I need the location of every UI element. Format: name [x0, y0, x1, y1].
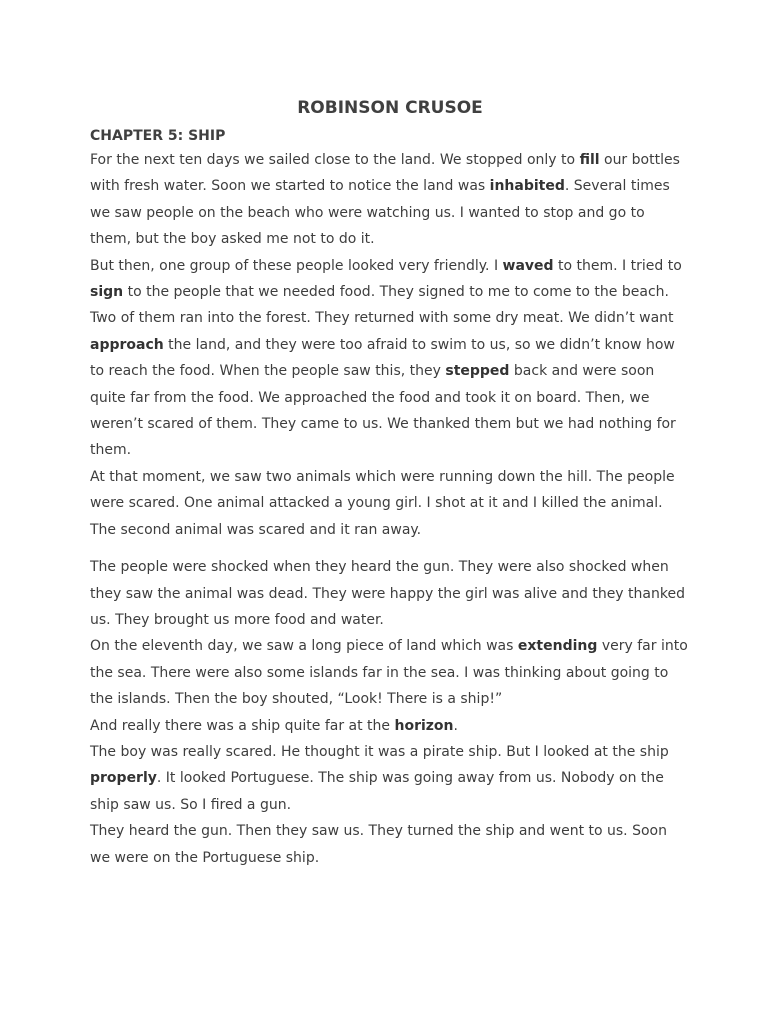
vocabulary-word: stepped — [445, 363, 510, 380]
vocabulary-word: properly — [90, 770, 157, 787]
text-run: back and were soon quite far from the food. We approached the food and took it on board. Then, we weren’t scared of them. They came to us. We thanked them but we had nothing for them. — [90, 363, 676, 459]
paragraph — [90, 713, 690, 739]
text-run: . — [453, 717, 458, 734]
chapter-body — [90, 147, 690, 871]
text-run: . It looked Portuguese. The ship was going away from us. Nobody on the ship saw us. So I fired a gun. — [90, 770, 664, 813]
paragraph — [90, 633, 690, 712]
vocabulary-word: horizon — [394, 717, 454, 734]
text-run: On the eleventh day, we saw a long piece of land which was — [90, 638, 518, 655]
text-run: They heard the gun. Then they saw us. They turned the ship and went to us. Soon we were on the Portuguese ship. — [90, 823, 667, 866]
text-run: the land, and they were too afraid to swim to us, so we didn’t know how to reach the food. When the people saw this, they — [90, 336, 675, 380]
paragraph — [90, 464, 690, 543]
vocabulary-word: approach — [90, 336, 164, 353]
text-run: to the people that we needed food. They signed to me to come to the beach. Two of them ran into the forest. They returned with some dry meat. We didn’t want — [90, 284, 674, 327]
document-page — [90, 96, 690, 871]
vocabulary-word: waved — [502, 257, 554, 274]
paragraph — [90, 147, 690, 253]
text-run: very far into the sea. There were also some islands far in the sea. I was thinking about going to the islands. Then the boy shouted, “Look! There is a ship!” — [90, 638, 688, 708]
text-run: For the next ten days we sailed close to the land. We stopped only to — [90, 152, 580, 168]
text-run: to them. I tried to — [553, 257, 682, 274]
paragraph — [90, 554, 690, 633]
text-run: our bottles with fresh water. Soon we started to notice the land was — [90, 152, 680, 195]
paragraph — [90, 739, 690, 818]
text-run: The people were shocked when they heard the gun. They were also shocked when they saw the animal was dead. They were happy the girl was alive and they thanked us. They brought us more food and water. — [90, 559, 685, 628]
text-run: The boy was really scared. He thought it was a pirate ship. But I looked at the ship — [90, 743, 669, 760]
text-run: But then, one group of these people looked very friendly. I — [90, 257, 503, 274]
vocabulary-word: sign — [90, 284, 124, 301]
text-run: And really there was a ship quite far at the — [90, 717, 395, 734]
chapter-heading: CHAPTER 5: SHIP — [90, 128, 226, 144]
text-run: At that moment, we saw two animals which were running down the hill. The people were scared. One animal attacked a young girl. I shot at it and I killed the animal. The second animal was scared and it ran away. — [90, 468, 675, 538]
text-run: . Several times we saw people on the beach who were watching us. I wanted to stop and go to them, but the boy asked me not to do it. — [90, 178, 670, 248]
document-title: ROBINSON CRUSOE — [297, 98, 483, 118]
vocabulary-word: inhabited — [489, 178, 565, 195]
vocabulary-word: extending — [517, 638, 598, 655]
vocabulary-word: fill — [579, 152, 600, 168]
paragraph — [90, 253, 690, 464]
paragraph — [90, 818, 690, 871]
